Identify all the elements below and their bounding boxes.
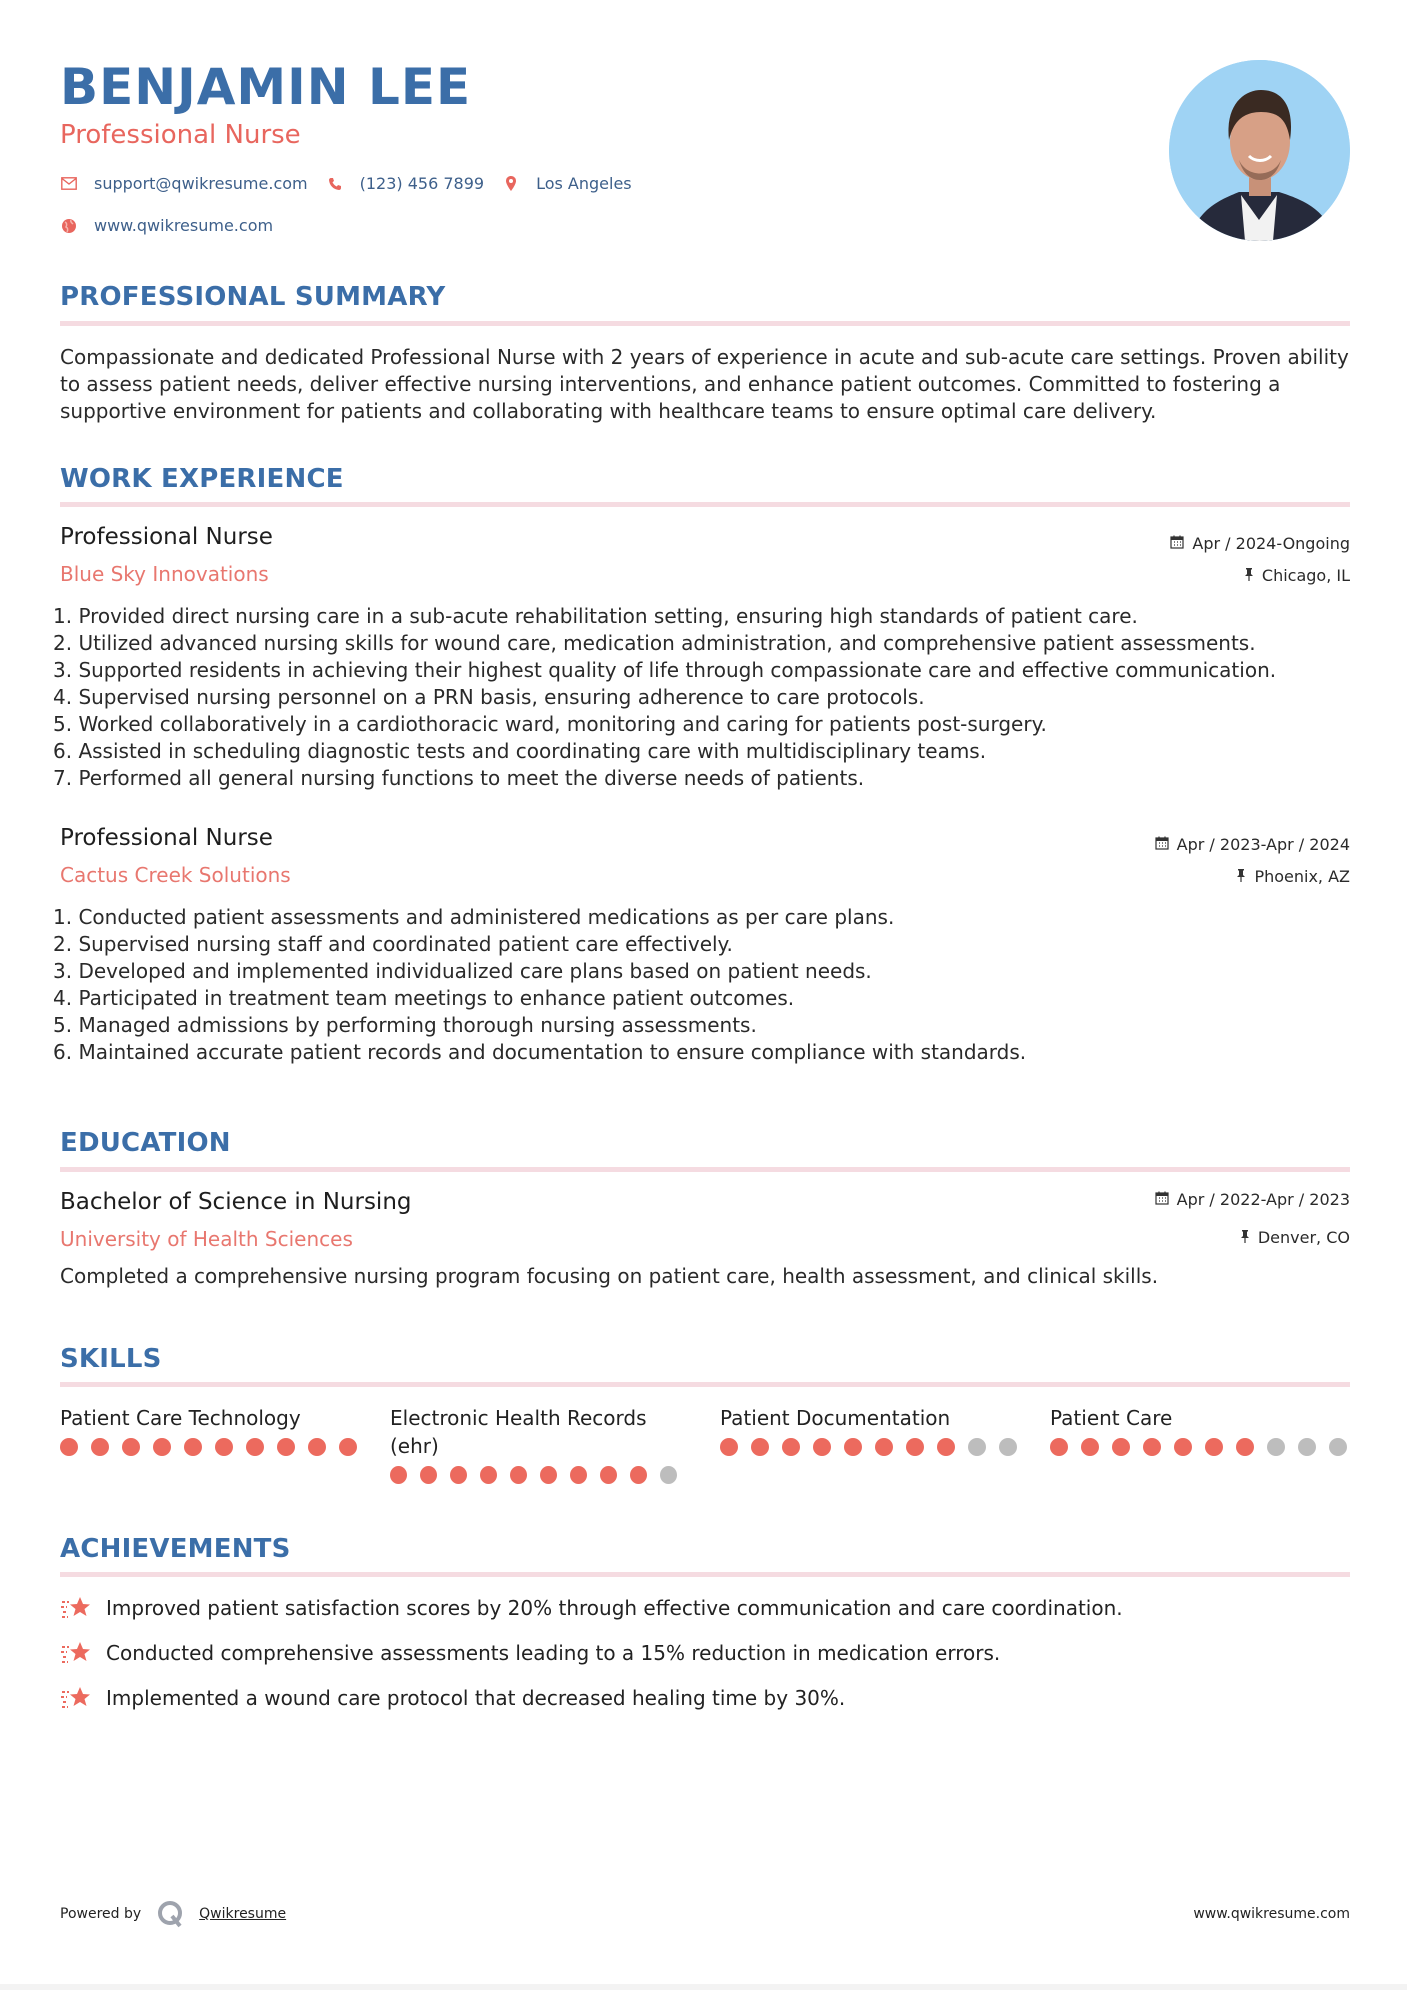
rating-dot-filled [450,1466,467,1484]
rating-dot-filled [122,1438,140,1456]
section-divider [60,321,1350,326]
skill-item [720,1404,1040,1456]
website-link[interactable]: www.qwikresume.com [94,216,274,235]
achievement-item [60,1684,845,1712]
section-divider [60,502,1350,507]
profile-photo [1169,60,1350,241]
calendar-icon [1170,535,1184,553]
qwikresume-link[interactable]: Qwikresume [199,1906,287,1922]
job-bullet: 5. Worked collaboratively in a cardiothoracic ward, monitoring and caring for patients post-surgery. [53,712,1047,736]
rating-dot-filled [1236,1438,1254,1456]
qwikresume-logo-icon [157,1900,185,1928]
section-heading-experience: WORK EXPERIENCE [60,464,344,494]
rating-dot-empty [1329,1438,1347,1456]
skill-item [390,1404,690,1484]
job-bullets [53,904,1353,1066]
job-bullet: 1. Conducted patient assessments and administered medications as per care plans. [53,905,895,929]
pushpin-icon [1236,868,1246,886]
phone-icon [326,175,344,193]
contact-row-secondary [60,216,291,235]
rating-dot-filled [540,1466,557,1484]
rating-dot-filled [390,1466,407,1484]
email-link[interactable]: support@qwikresume.com [94,174,308,193]
job-location [1244,566,1350,585]
footer-powered-by [60,1900,286,1928]
section-divider [60,1382,1350,1387]
calendar-icon [1155,836,1169,854]
rating-dot-filled [720,1438,738,1456]
job-bullet: 6. Maintained accurate patient records and documentation to ensure compliance with standards. [53,1040,1027,1064]
rating-dot-empty [660,1466,677,1484]
achievement-star-icon [60,1684,92,1712]
rating-dot-filled [1143,1438,1161,1456]
achievement-item [60,1594,1123,1622]
section-heading-education: EDUCATION [60,1128,231,1158]
candidate-name: BENJAMIN LEE [60,58,472,116]
rating-dot-filled [215,1438,233,1456]
rating-dot-empty [1267,1438,1285,1456]
education-degree: Bachelor of Science in Nursing [60,1189,412,1215]
section-divider [60,1572,1350,1577]
job-bullet: 2. Utilized advanced nursing skills for wound care, medication administration, and comprehensive patient assessments. [53,631,1256,655]
achievement-text: Conducted comprehensive assessments leading to a 15% reduction in medication errors. [106,1641,1001,1665]
achievement-item [60,1639,1000,1667]
job-bullet: 5. Managed admissions by performing thorough nursing assessments. [53,1013,757,1037]
section-heading-summary: PROFESSIONAL SUMMARY [60,282,446,312]
achievement-star-icon [60,1594,92,1622]
skill-rating [1050,1438,1370,1456]
education-dates-text: Apr / 2022-Apr / 2023 [1176,1190,1350,1209]
rating-dot-filled [630,1466,647,1484]
envelope-icon [60,175,78,193]
rating-dot-filled [308,1438,326,1456]
calendar-icon [1155,1191,1169,1209]
job-bullet: 1. Provided direct nursing care in a sub-acute rehabilitation setting, ensuring high standards of patient care. [53,604,1138,628]
rating-dot-empty [999,1438,1017,1456]
skill-name: Electronic Health Records (ehr) [390,1406,647,1458]
rating-dot-empty [968,1438,986,1456]
job-dates [1170,534,1350,553]
education-location-text: Denver, CO [1257,1228,1350,1247]
education-dates [1155,1190,1350,1209]
achievement-text: Improved patient satisfaction scores by 20% through effective communication and care coordination. [106,1596,1123,1620]
globe-icon [60,217,78,235]
job-location-text: Chicago, IL [1261,566,1350,585]
rating-dot-filled [1081,1438,1099,1456]
rating-dot-empty [1298,1438,1316,1456]
achievement-text: Implemented a wound care protocol that decreased healing time by 30%. [106,1686,846,1710]
rating-dot-filled [937,1438,955,1456]
rating-dot-filled [153,1438,171,1456]
skill-name: Patient Care [1050,1406,1173,1430]
map-pin-icon [502,175,520,193]
rating-dot-filled [91,1438,109,1456]
page-bottom-edge [0,1984,1407,1990]
job-bullet: 6. Assisted in scheduling diagnostic tests and coordinating care with multidisciplinary teams. [53,739,987,763]
section-heading-achievements: ACHIEVEMENTS [60,1534,291,1564]
section-divider [60,1167,1350,1172]
job-bullet: 7. Performed all general nursing functions to meet the diverse needs of patients. [53,766,865,790]
section-heading-skills: SKILLS [60,1344,162,1374]
job-title: Professional Nurse [60,524,273,550]
job-dates [1155,835,1350,854]
skill-item [60,1404,380,1456]
rating-dot-filled [246,1438,264,1456]
location-text: Los Angeles [536,174,632,193]
rating-dot-filled [60,1438,78,1456]
job-company: Blue Sky Innovations [60,562,269,586]
rating-dot-filled [1205,1438,1223,1456]
rating-dot-filled [875,1438,893,1456]
job-title: Professional Nurse [60,825,273,851]
skill-rating [390,1466,690,1484]
job-bullet: 4. Supervised nursing personnel on a PRN basis, ensuring adherence to care protocols. [53,685,925,709]
skill-item [1050,1404,1370,1456]
job-company: Cactus Creek Solutions [60,863,291,887]
candidate-title: Professional Nurse [60,120,301,150]
job-bullet: 3. Developed and implemented individualized care plans based on patient needs. [53,959,872,983]
job-location-text: Phoenix, AZ [1254,867,1350,886]
rating-dot-filled [420,1466,437,1484]
job-dates-text: Apr / 2024-Ongoing [1192,534,1350,553]
achievement-star-icon [60,1639,92,1667]
rating-dot-filled [782,1438,800,1456]
education-description: Completed a comprehensive nursing program focusing on patient care, health assessment, and clinical skills. [60,1264,1159,1288]
rating-dot-filled [1174,1438,1192,1456]
rating-dot-filled [844,1438,862,1456]
rating-dot-filled [510,1466,527,1484]
contact-row-primary [60,174,650,193]
rating-dot-filled [570,1466,587,1484]
footer-url[interactable]: www.qwikresume.com [1193,1906,1350,1922]
rating-dot-filled [906,1438,924,1456]
avatar-illustration [1169,60,1350,241]
rating-dot-filled [339,1438,357,1456]
job-dates-text: Apr / 2023-Apr / 2024 [1176,835,1350,854]
summary-text: Compassionate and dedicated Professional Nurse with 2 years of experience in acute and sub-acute care settings. Proven ability to assess patient needs, deliver effective nursing interventions, and enhance patient outcomes. Committed to fostering a supportive environment for patients and collaborating with healthcare teams to ensure optimal care delivery. [60,345,1349,423]
skill-rating [720,1438,1040,1456]
job-bullets [53,603,1353,792]
phone-text[interactable]: (123) 456 7899 [359,174,485,193]
rating-dot-filled [277,1438,295,1456]
rating-dot-filled [184,1438,202,1456]
skill-rating [60,1438,380,1456]
rating-dot-filled [480,1466,497,1484]
skill-name: Patient Care Technology [60,1406,301,1430]
pushpin-icon [1240,1229,1250,1247]
rating-dot-filled [1112,1438,1130,1456]
education-location [1240,1228,1350,1247]
rating-dot-filled [751,1438,769,1456]
rating-dot-filled [1050,1438,1068,1456]
education-school: University of Health Sciences [60,1227,353,1251]
skill-name: Patient Documentation [720,1406,951,1430]
job-location [1236,867,1350,886]
rating-dot-filled [600,1466,617,1484]
pushpin-icon [1244,567,1254,585]
job-bullet: 4. Participated in treatment team meetings to enhance patient outcomes. [53,986,795,1010]
rating-dot-filled [813,1438,831,1456]
powered-by-label: Powered by [60,1906,142,1922]
job-bullet: 2. Supervised nursing staff and coordinated patient care effectively. [53,932,733,956]
job-bullet: 3. Supported residents in achieving their highest quality of life through compassionate care and effective communication. [53,658,1277,682]
